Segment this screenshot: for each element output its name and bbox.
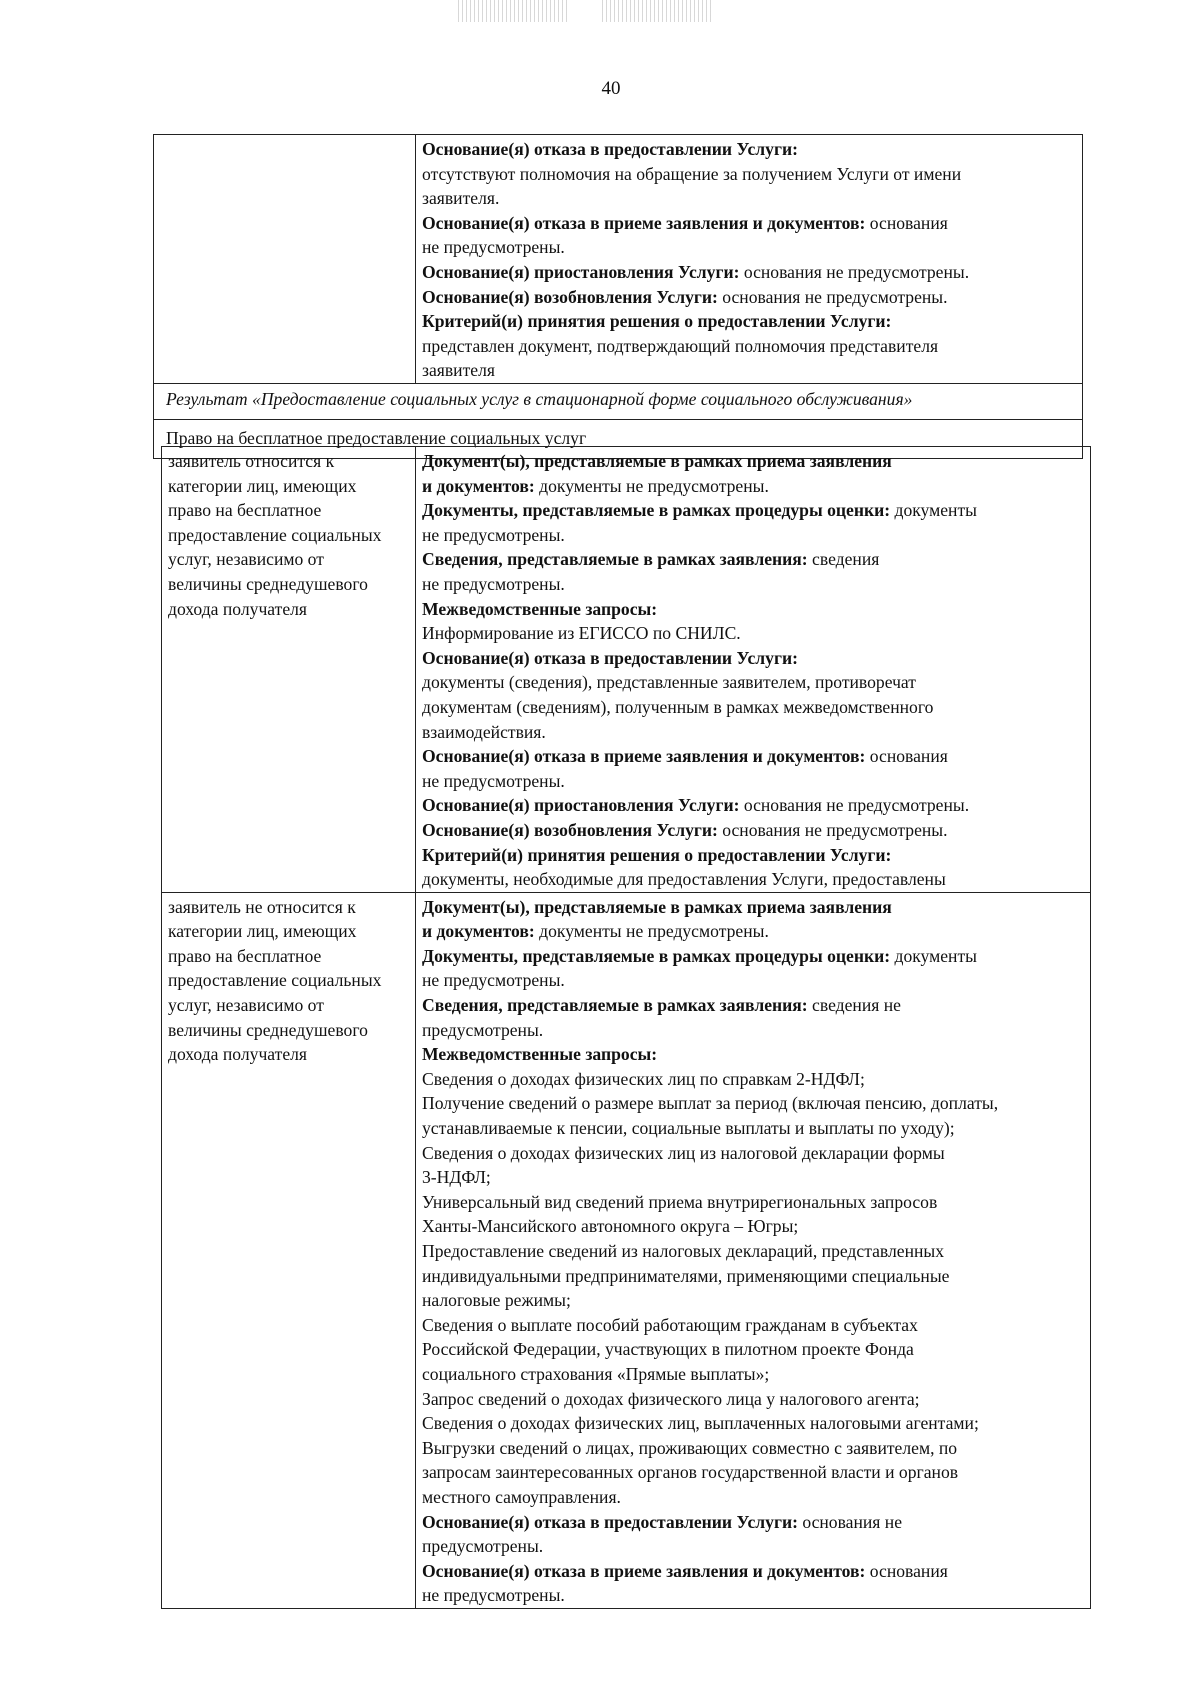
text-line — [422, 993, 1084, 1018]
text-segment: устанавливаемые к пенсии, социальные выплаты и выплаты по уходу); — [422, 1118, 955, 1139]
text-line — [422, 1141, 1084, 1166]
bold-label: и документов: — [422, 475, 535, 496]
bold-label: Межведомственные запросы: — [422, 1044, 658, 1065]
text-segment: основания не — [797, 1511, 903, 1532]
text-line — [422, 1288, 1084, 1313]
text-line — [422, 944, 1084, 969]
text-line — [422, 523, 1084, 548]
scan-noise-top-right — [602, 0, 712, 22]
text-line — [422, 1510, 1084, 1535]
bold-label: Документ(ы), представляемые в рамках приема заявления — [422, 451, 892, 471]
condition-line: величины среднедушевого — [168, 1019, 368, 1040]
bold-label: Основание(я) отказа в предоставлении Услуги: — [422, 1511, 798, 1532]
text-segment: не предусмотрены. — [422, 524, 565, 545]
text-line — [422, 1337, 1084, 1362]
condition-line: категории лиц, имеющих — [168, 921, 357, 942]
text-segment: налоговые режимы; — [422, 1290, 571, 1311]
text-line — [422, 919, 1084, 944]
text-segment: Сведения о выплате пособий работающим гражданам в субъектах — [422, 1314, 918, 1335]
text-line — [422, 1362, 1084, 1387]
case-free-condition — [162, 447, 416, 893]
refusal-grounds-cell — [416, 135, 1083, 384]
bold-label: Основание(я) отказа в предоставлении Услуги: — [422, 139, 798, 159]
text-line — [422, 1042, 1084, 1067]
text-line — [422, 309, 1076, 334]
text-segment: сведения не — [807, 995, 901, 1016]
text-line — [422, 670, 1084, 695]
text-segment: предусмотрены. — [422, 1536, 544, 1557]
text-line — [422, 769, 1084, 794]
text-segment: документы не предусмотрены. — [534, 475, 769, 496]
text-line — [422, 1387, 1084, 1412]
condition-line: предоставление социальных — [168, 524, 382, 545]
text-line — [422, 1116, 1084, 1141]
condition-line: заявитель относится к — [168, 451, 335, 471]
case-not-free-condition — [162, 892, 416, 1608]
bold-label: Межведомственные запросы: — [422, 598, 658, 619]
text-line — [422, 1067, 1084, 1092]
text-line — [422, 1460, 1084, 1485]
text-segment: Получение сведений о размере выплат за период (включая пенсию, доплаты, — [422, 1093, 999, 1114]
text-segment: социального страхования «Прямые выплаты»; — [422, 1363, 770, 1384]
text-line — [422, 895, 1084, 920]
text-segment: не предусмотрены. — [422, 237, 565, 258]
text-line — [422, 1264, 1084, 1289]
condition-line: величины среднедушевого — [168, 573, 368, 594]
text-segment: документы не предусмотрены. — [534, 921, 769, 942]
text-segment: предусмотрены. — [422, 1019, 544, 1040]
text-segment: Универсальный вид сведений приема внутрирегиональных запросов — [422, 1191, 938, 1212]
condition-line: предоставление социальных — [168, 970, 382, 991]
scan-noise-top-left — [458, 0, 568, 22]
text-segment: отсутствуют полномочия на обращение за получением Услуги от имени — [422, 163, 962, 184]
text-line — [422, 1214, 1084, 1239]
text-line — [422, 1411, 1084, 1436]
text-line — [422, 547, 1084, 572]
text-line — [422, 285, 1076, 310]
text-segment: основания — [865, 212, 948, 233]
text-segment: основания не предусмотрены. — [739, 795, 970, 816]
text-segment: основания не предусмотрены. — [717, 286, 948, 307]
text-segment: не предусмотрены. — [422, 573, 565, 594]
bold-label: Документ(ы), представляемые в рамках приема заявления — [422, 896, 892, 917]
text-segment: представлен документ, подтверждающий полномочия представителя — [422, 335, 939, 356]
text-line — [422, 867, 1084, 892]
condition-line: услуг, независимо от — [168, 549, 324, 570]
text-segment: запросам заинтересованных органов государственной власти и органов — [422, 1462, 959, 1483]
text-line — [422, 211, 1076, 236]
text-line — [422, 1190, 1084, 1215]
right-heading: Право на бесплатное предоставление социальных услуг — [154, 419, 1083, 458]
text-line — [422, 744, 1084, 769]
text-segment: основания — [865, 1560, 948, 1581]
text-line — [422, 1165, 1084, 1190]
condition-line: право на бесплатное — [168, 500, 322, 521]
text-line — [422, 449, 1084, 474]
text-segment: основания — [865, 746, 948, 767]
bold-label: Основание(я) приостановления Услуги: — [422, 795, 740, 816]
text-line — [422, 968, 1084, 993]
page-number: 40 — [601, 78, 621, 99]
text-segment: местного самоуправления. — [422, 1486, 621, 1507]
text-line — [422, 1018, 1084, 1043]
text-segment: Сведения о доходах физических лиц по справкам 2-НДФЛ; — [422, 1068, 865, 1089]
case-free-row — [162, 447, 1091, 893]
text-segment: заявителя — [422, 360, 495, 381]
text-segment: не предусмотрены. — [422, 970, 565, 991]
text-line — [422, 1559, 1084, 1584]
condition-line: право на бесплатное — [168, 945, 322, 966]
text-segment: не предусмотрены. — [422, 1585, 565, 1606]
text-line — [422, 498, 1084, 523]
text-segment: не предусмотрены. — [422, 770, 565, 791]
empty-left-cell — [154, 135, 416, 384]
text-line — [422, 186, 1076, 211]
condition-line: заявитель не относится к — [168, 896, 356, 917]
text-line — [422, 334, 1076, 359]
text-line — [422, 162, 1076, 187]
text-line — [422, 646, 1084, 671]
text-line — [422, 1239, 1084, 1264]
text-line — [422, 843, 1084, 868]
text-segment: основания не предусмотрены. — [739, 261, 970, 282]
bold-label: Основание(я) отказа в приеме заявления и документов: — [422, 1560, 866, 1581]
text-line — [422, 621, 1084, 646]
bold-label: и документов: — [422, 921, 535, 942]
result-heading: Результат «Предоставление социальных услуг в стационарной форме социального обслуживания» — [154, 383, 1083, 419]
text-segment: Запрос сведений о доходах физического лица у налогового агента; — [422, 1388, 920, 1409]
text-segment: Сведения о доходах физических лиц из налоговой декларации формы — [422, 1142, 945, 1163]
text-segment: Российской Федерации, участвующих в пилотном проекте Фонда — [422, 1339, 914, 1360]
text-line — [422, 358, 1076, 383]
text-line — [422, 597, 1084, 622]
text-line — [422, 818, 1084, 843]
text-line — [422, 474, 1084, 499]
text-segment: документам (сведениям), полученным в рамках межведомственного — [422, 696, 934, 717]
result-row — [154, 383, 1083, 419]
bold-label: Основание(я) отказа в приеме заявления и документов: — [422, 746, 866, 767]
text-line — [422, 260, 1076, 285]
case-not-free-row — [162, 892, 1091, 1608]
bold-label: Основание(я) возобновления Услуги: — [422, 286, 718, 307]
text-line — [422, 720, 1084, 745]
condition-line: категории лиц, имеющих — [168, 475, 357, 496]
text-segment: документы — [890, 500, 977, 521]
condition-line: дохода получателя — [168, 1044, 308, 1065]
bold-label: Основание(я) возобновления Услуги: — [422, 819, 718, 840]
text-segment: Предоставление сведений из налоговых деклараций, представленных — [422, 1241, 945, 1261]
text-segment: документы, необходимые для предоставления Услуги, предоставлены — [422, 869, 946, 890]
text-line — [422, 137, 1076, 162]
text-segment: документы (сведения), представленные заявителем, противоречат — [422, 672, 916, 693]
text-segment: Информирование из ЕГИССО по СНИЛС. — [422, 623, 741, 644]
refusal-grounds-row — [154, 135, 1083, 384]
text-line — [422, 1534, 1084, 1559]
bold-label: Основание(я) приостановления Услуги: — [422, 261, 740, 282]
text-segment: Выгрузки сведений о лицах, проживающих совместно с заявителем, по — [422, 1437, 958, 1458]
case-free-requirements — [416, 447, 1091, 893]
text-segment: документы — [890, 945, 977, 966]
bold-label: Критерий(и) принятия решения о предоставлении Услуги: — [422, 311, 892, 332]
cases-table — [161, 446, 1091, 1609]
bold-label: Документы, представляемые в рамках процедуры оценки: — [422, 500, 891, 521]
case-not-free-requirements — [416, 892, 1091, 1608]
text-segment: 3-НДФЛ; — [422, 1167, 491, 1188]
text-segment: сведения — [807, 549, 880, 570]
text-line — [422, 1436, 1084, 1461]
bold-label: Основание(я) отказа в предоставлении Услуги: — [422, 647, 798, 668]
condition-line: дохода получателя — [168, 598, 308, 619]
bold-label: Основание(я) отказа в приеме заявления и документов: — [422, 212, 866, 233]
text-line — [422, 1583, 1084, 1608]
condition-line: услуг, независимо от — [168, 995, 324, 1016]
text-line — [422, 695, 1084, 720]
text-line — [422, 1091, 1084, 1116]
text-line — [422, 572, 1084, 597]
text-line — [422, 793, 1084, 818]
text-segment: Сведения о доходах физических лиц, выплаченных налоговыми агентами; — [422, 1413, 979, 1434]
text-segment: заявителя. — [422, 188, 500, 209]
text-line — [422, 1485, 1084, 1510]
bold-label: Документы, представляемые в рамках процедуры оценки: — [422, 945, 891, 966]
text-segment: взаимодействия. — [422, 721, 546, 742]
text-segment: основания не предусмотрены. — [717, 819, 948, 840]
text-segment: Ханты-Мансийского автономного округа – Югры; — [422, 1216, 799, 1237]
bold-label: Сведения, представляемые в рамках заявления: — [422, 995, 808, 1016]
bold-label: Сведения, представляемые в рамках заявления: — [422, 549, 808, 570]
continuation-table — [153, 134, 1083, 459]
text-line — [422, 1313, 1084, 1338]
bold-label: Критерий(и) принятия решения о предоставлении Услуги: — [422, 844, 892, 865]
text-segment: индивидуальными предпринимателями, применяющими специальные — [422, 1265, 950, 1286]
text-line — [422, 235, 1076, 260]
